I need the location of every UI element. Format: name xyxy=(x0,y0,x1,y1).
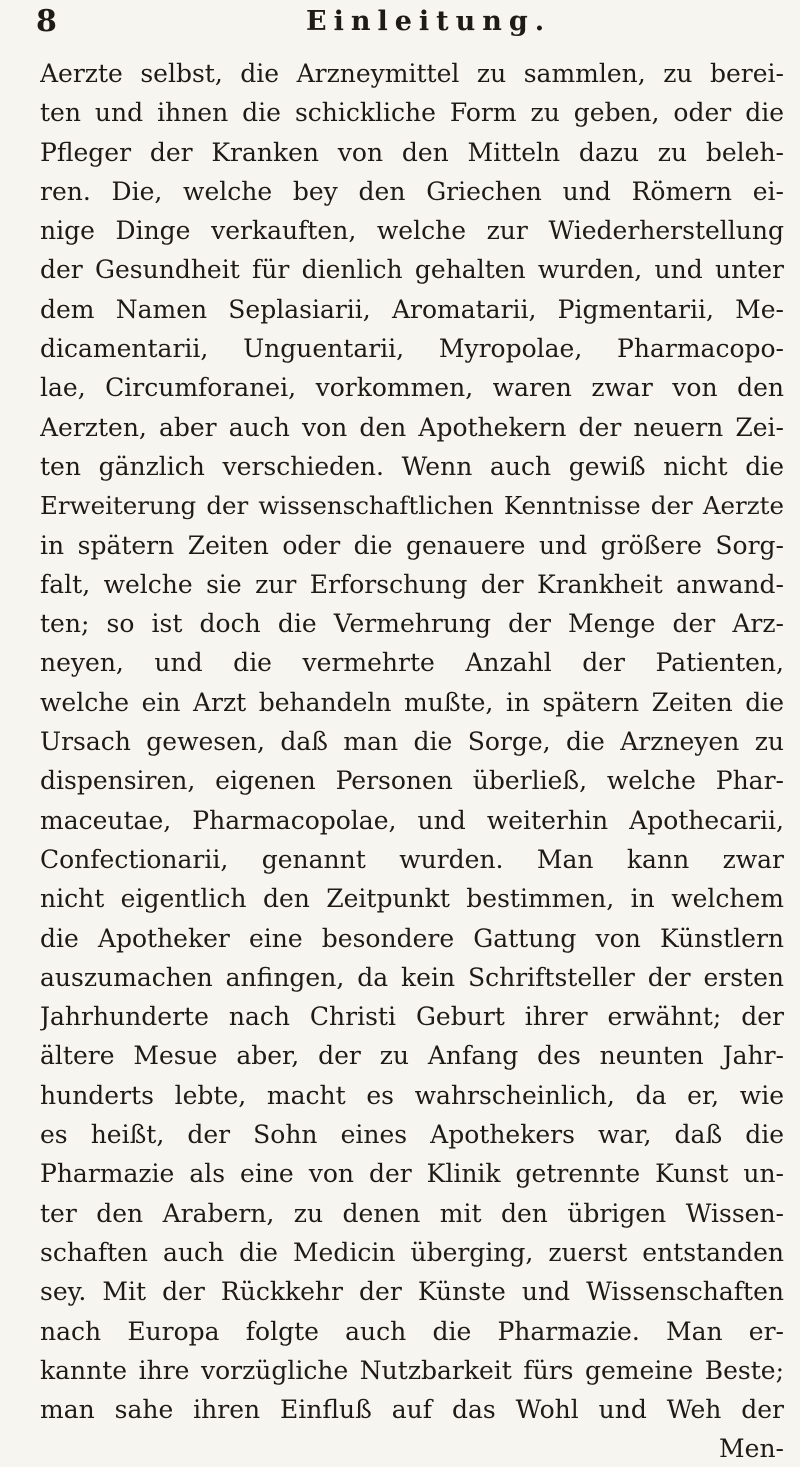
text-line: nige Dinge verkauften, welche zur Wiederherstellung xyxy=(40,216,784,246)
text-line: Confectionarii, genannt wurden. Man kann zwar xyxy=(40,844,784,874)
text-line: nicht eigentlich den Zeitpunkt bestimmen, in welchem xyxy=(40,884,784,914)
text-line: auszumachen anfingen, da kein Schriftsteller der ersten xyxy=(40,962,784,992)
running-head xyxy=(36,4,776,40)
running-title: Einleitung. xyxy=(306,6,552,37)
text-line: ten; so ist doch die Vermehrung der Menge der Arz- xyxy=(40,609,784,639)
text-line: maceutae, Pharmacopolae, und weiterhin Apothecarii, xyxy=(40,805,784,835)
text-line: dicamentarii, Unguentarii, Myropolae, Pharmacopo- xyxy=(40,334,784,364)
text-line: Jahrhunderte nach Christi Geburt ihrer erwähnt; der xyxy=(40,1002,784,1032)
text-line: man sahe ihren Einfluß auf das Wohl und Weh der xyxy=(40,1395,784,1425)
text-line: neyen, und die vermehrte Anzahl der Patienten, xyxy=(40,648,784,678)
text-line: Pharmazie als eine von der Klinik getrennte Kunst un- xyxy=(40,1159,784,1189)
text-line: hunderts lebte, macht es wahrscheinlich, da er, wie xyxy=(40,1080,784,1110)
text-line: Aerzte selbst, die Arzneymittel zu sammlen, zu berei- xyxy=(40,59,784,88)
text-line: Aerzten, aber auch von den Apothekern der neuern Zei- xyxy=(40,412,784,442)
text-line: ter den Arabern, zu denen mit den übrigen Wissen- xyxy=(40,1198,784,1228)
catchword: Men- xyxy=(719,1434,784,1464)
text-line: der Gesundheit für dienlich gehalten wurden, und unter xyxy=(40,255,784,285)
text-line: Erweiterung der wissenschaftlichen Kenntnisse der Aerzte xyxy=(40,491,784,521)
text-line: nach Europa folgte auch die Pharmazie. Man er- xyxy=(40,1316,784,1346)
text-line: falt, welche sie zur Erforschung der Krankheit anwand- xyxy=(40,569,784,599)
text-line: dispensiren, eigenen Personen überließ, welche Phar- xyxy=(40,766,784,796)
text-line: kannte ihre vorzügliche Nutzbarkeit fürs gemeine Beste; xyxy=(40,1355,784,1385)
text-line: ten und ihnen die schickliche Form zu geben, oder die xyxy=(40,98,784,128)
body-text xyxy=(40,54,784,1469)
text-line: dem Namen Seplasiarii, Aromatarii, Pigmentarii, Me- xyxy=(40,294,784,324)
text-line: Ursach gewesen, daß man die Sorge, die Arzneyen zu xyxy=(40,727,784,757)
page-number: 8 xyxy=(36,4,57,39)
text-line: die Apotheker eine besondere Gattung von Künstlern xyxy=(40,923,784,953)
text-line: ren. Die, welche bey den Griechen und Römern ei- xyxy=(40,176,784,206)
text-line: sey. Mit der Rückkehr der Künste und Wissenschaften xyxy=(40,1277,784,1307)
text-line: Pfleger der Kranken von den Mitteln dazu zu beleh- xyxy=(40,137,784,167)
text-line: lae, Circumforanei, vorkommen, waren zwar von den xyxy=(40,373,784,403)
text-line: welche ein Arzt behandeln mußte, in spätern Zeiten die xyxy=(40,687,784,717)
text-line: in spätern Zeiten oder die genauere und größere Sorg- xyxy=(40,530,784,560)
text-line: ältere Mesue aber, der zu Anfang des neunten Jahr- xyxy=(40,1041,784,1071)
text-line: es heißt, der Sohn eines Apothekers war, daß die xyxy=(40,1120,784,1150)
text-line: ten gänzlich verschieden. Wenn auch gewiß nicht die xyxy=(40,451,784,481)
text-line: schaften auch die Medicin überging, zuerst entstanden xyxy=(40,1237,784,1267)
